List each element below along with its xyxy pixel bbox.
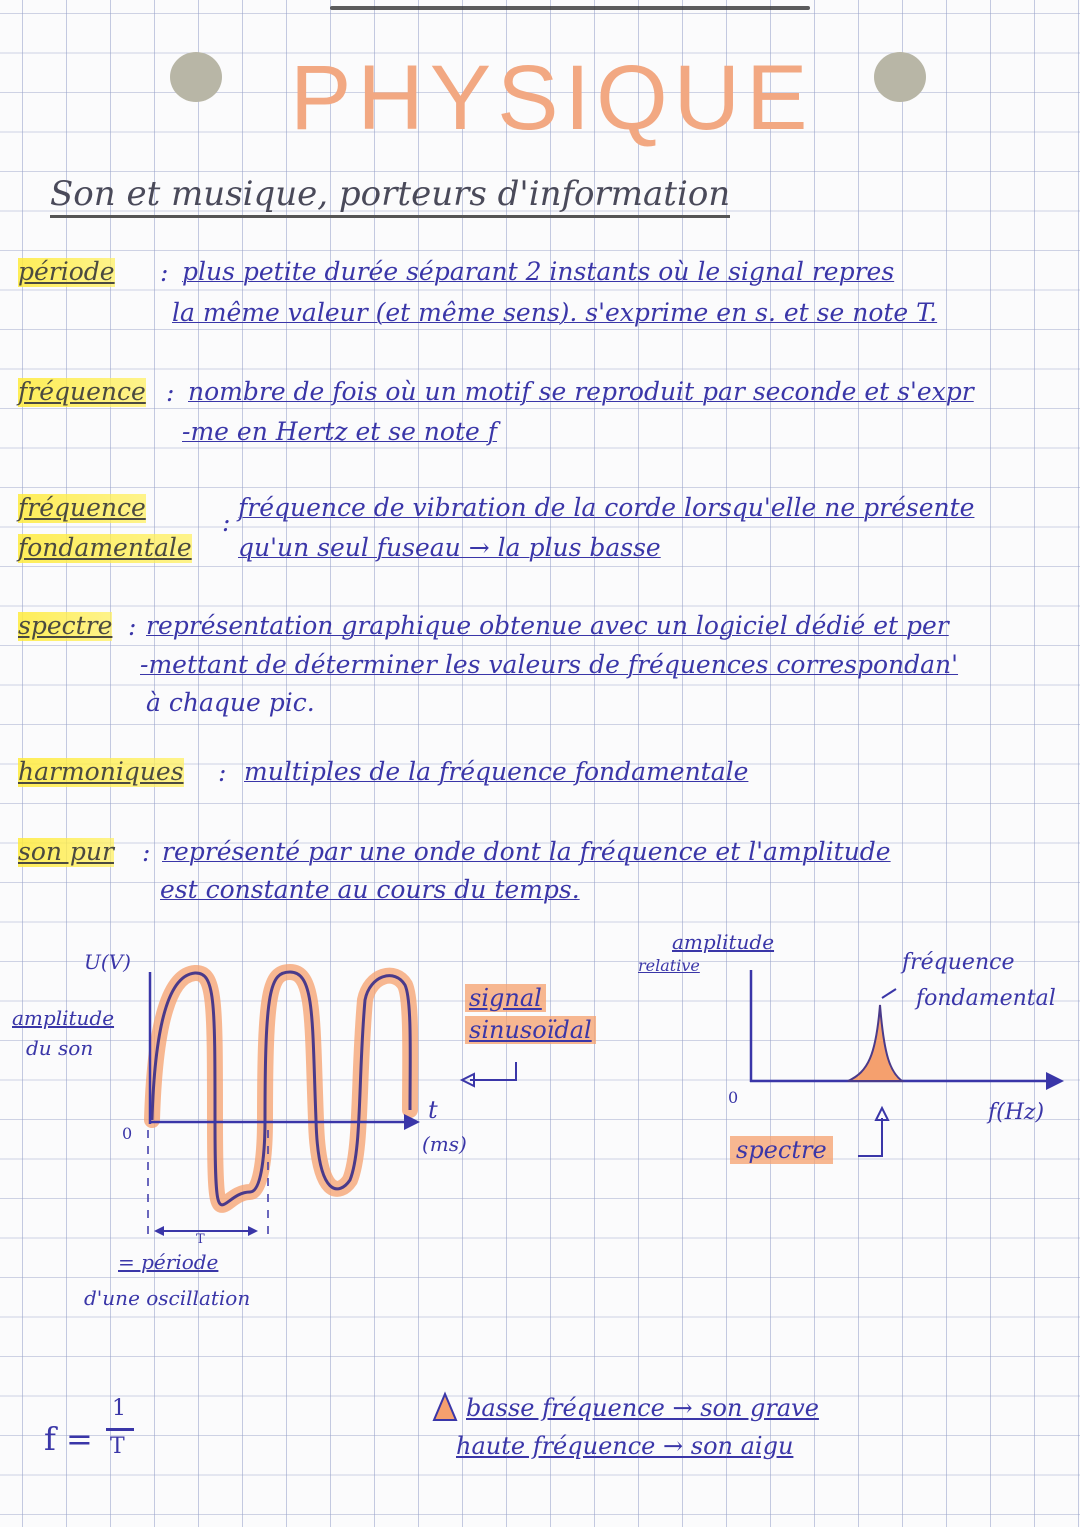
peak-label-line1: fréquence bbox=[902, 950, 1015, 975]
spectrum-y-axis-label-line2: relative bbox=[638, 956, 700, 975]
spectrum-origin: 0 bbox=[728, 1088, 739, 1107]
formula-fraction-bar bbox=[106, 1428, 134, 1431]
colon: : bbox=[128, 612, 137, 641]
formula-numerator: 1 bbox=[112, 1396, 126, 1421]
spectrum-y-axis-label-line1: amplitude bbox=[672, 930, 775, 954]
definition-periode-line2: la même valeur (et même sens). s'exprime en s. et se note T. bbox=[172, 298, 938, 327]
term-harmoniques: harmoniques bbox=[18, 757, 184, 786]
signal-x-axis-label: t bbox=[428, 1096, 438, 1124]
definition-son-pur-line2: est constante au cours du temps. bbox=[160, 875, 580, 904]
definition-frequence-line2: -me en Hertz et se note f bbox=[182, 417, 498, 446]
warning-line1: basse fréquence → son grave bbox=[466, 1394, 819, 1422]
period-label-line2: d'une oscillation bbox=[84, 1286, 251, 1310]
spectrum-x-axis-label: f(Hz) bbox=[988, 1100, 1045, 1125]
colon: : bbox=[218, 758, 227, 787]
formula-lhs: f = bbox=[44, 1420, 93, 1458]
colon: : bbox=[166, 378, 175, 407]
definition-harmoniques: multiples de la fréquence fondamentale bbox=[244, 757, 749, 786]
definition-periode-line1: plus petite durée séparant 2 instants où le signal repres bbox=[182, 257, 895, 286]
colon: : bbox=[222, 508, 231, 537]
spectrum-callout: spectre bbox=[730, 1136, 833, 1164]
page-title: PHYSIQUE bbox=[290, 47, 814, 149]
term-periode: période bbox=[18, 257, 115, 286]
term-son-pur: son pur bbox=[18, 837, 114, 866]
definition-spectre-line3: à chaque pic. bbox=[146, 688, 315, 717]
definition-spectre-line2: -mettant de déterminer les valeurs de fréquences correspondan' bbox=[140, 650, 959, 679]
signal-y-annotation-line1: amplitude bbox=[12, 1006, 115, 1030]
period-label-line1: = période bbox=[118, 1250, 219, 1274]
colon: : bbox=[142, 838, 151, 867]
definition-son-pur-line1: représenté par une onde dont la fréquence et l'amplitude bbox=[162, 837, 891, 866]
signal-callout-line2: sinusoïdal bbox=[465, 1016, 596, 1044]
warning-line2: haute fréquence → son aigu bbox=[456, 1432, 794, 1460]
colon: : bbox=[160, 258, 169, 287]
definition-fondamentale-line2: qu'un seul fuseau → la plus basse bbox=[238, 533, 661, 562]
definition-frequence-line1: nombre de fois où un motif se reproduit par seconde et s'expr bbox=[188, 377, 974, 406]
signal-origin: 0 bbox=[122, 1124, 133, 1143]
signal-x-axis-unit: (ms) bbox=[422, 1132, 467, 1156]
page-subtitle: Son et musique, porteurs d'information bbox=[50, 176, 730, 218]
formula-denominator: T bbox=[110, 1434, 125, 1459]
definition-spectre-line1: représentation graphique obtenue avec un logiciel dédié et per bbox=[146, 611, 949, 640]
definition-fondamentale-line1: fréquence de vibration de la corde lorsqu'elle ne présente bbox=[238, 493, 975, 522]
peak-label-line2: fondamental bbox=[916, 986, 1056, 1011]
signal-callout-line1: signal bbox=[465, 984, 546, 1012]
term-frequence: fréquence bbox=[18, 377, 146, 406]
term-frequence-fondamentale-line2: fondamentale bbox=[18, 533, 192, 562]
period-symbol: T bbox=[196, 1232, 205, 1247]
warning-triangle-icon bbox=[432, 1392, 458, 1422]
signal-y-annotation-line2: du son bbox=[26, 1036, 94, 1060]
term-spectre: spectre bbox=[18, 611, 113, 640]
signal-y-axis-label: U(V) bbox=[84, 950, 131, 974]
term-frequence-fondamentale-line1: fréquence bbox=[18, 493, 146, 522]
